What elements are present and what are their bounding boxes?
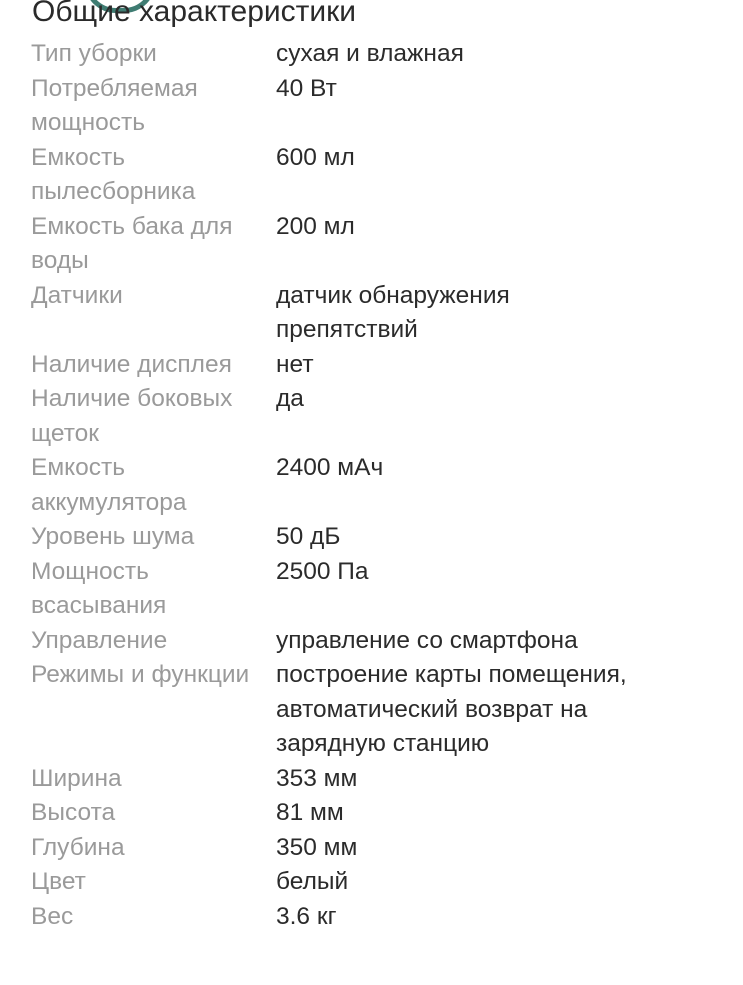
section-title: Общие характеристики: [32, 0, 357, 28]
spec-label: Емкость аккумулятора: [31, 454, 187, 516]
spec-label: Ширина: [31, 764, 122, 792]
spec-row-battery: [31, 451, 731, 520]
spec-value: белый: [276, 868, 349, 895]
spec-label: Вес: [31, 902, 74, 930]
spec-label: Тип уборки: [31, 40, 157, 67]
spec-value: 2500 Па: [276, 557, 369, 585]
spec-value: 3.6 кг: [276, 902, 337, 930]
spec-value: 353 мм: [276, 764, 358, 792]
spec-value: да: [276, 385, 304, 412]
spec-row-sensors: [31, 279, 731, 348]
spec-value: сухая и влажная: [276, 40, 464, 67]
spec-row-noise: [31, 520, 731, 555]
spec-label: Уровень шума: [31, 523, 195, 550]
specs-list: [31, 37, 731, 934]
spec-value: нет: [276, 350, 314, 378]
spec-row-power-consumption: [31, 72, 731, 141]
spec-value: 350 мм: [276, 833, 358, 861]
spec-value: 200 мл: [276, 212, 355, 240]
spec-row-modes: [31, 658, 731, 762]
spec-row-display: [31, 348, 731, 383]
spec-label: Емкость бака для воды: [31, 212, 233, 274]
spec-label: Емкость пылесборника: [31, 143, 196, 205]
spec-label: Управление: [31, 626, 168, 654]
spec-label: Мощность всасывания: [31, 557, 167, 619]
spec-value: 50 дБ: [276, 523, 341, 550]
spec-label: Наличие боковых щеток: [31, 385, 233, 447]
spec-label: Режимы и функции: [31, 661, 250, 688]
spec-label: Цвет: [31, 868, 86, 895]
spec-label: Наличие дисплея: [31, 350, 232, 378]
spec-label: Глубина: [31, 833, 125, 861]
spec-row-suction-power: [31, 555, 731, 624]
spec-value: датчик обнаружения препятствий: [276, 281, 510, 343]
spec-value: 40 Вт: [276, 74, 337, 102]
spec-row-cleaning-type: [31, 37, 731, 72]
spec-row-weight: [31, 900, 731, 935]
spec-row-color: [31, 865, 731, 900]
spec-row-height: [31, 796, 731, 831]
spec-value: построение карты помещения, автоматический возврат на зарядную станцию: [276, 661, 627, 757]
spec-label: Потребляемая мощность: [31, 74, 198, 136]
spec-value: управление со смартфона: [276, 626, 578, 654]
spec-row-water-tank: [31, 210, 731, 279]
spec-row-dust-capacity: [31, 141, 731, 210]
spec-row-control: [31, 624, 731, 659]
spec-row-side-brushes: [31, 382, 731, 451]
spec-label: Высота: [31, 799, 116, 826]
spec-value: 2400 мАч: [276, 454, 384, 481]
spec-row-width: [31, 762, 731, 797]
spec-value: 81 мм: [276, 799, 344, 826]
spec-label: Датчики: [31, 281, 123, 309]
spec-row-depth: [31, 831, 731, 866]
spec-value: 600 мл: [276, 143, 355, 171]
